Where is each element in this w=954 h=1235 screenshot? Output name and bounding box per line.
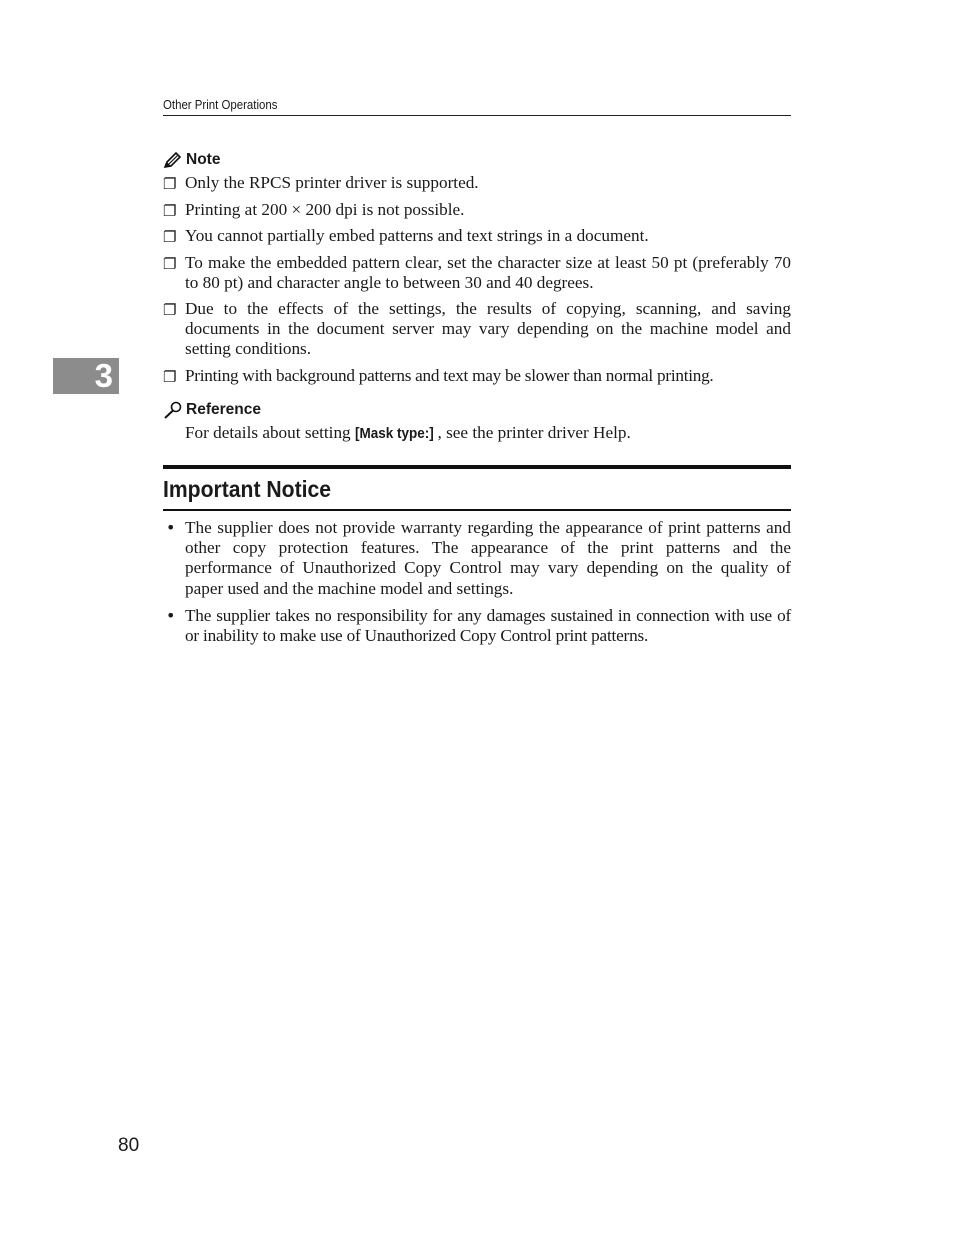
reference-text-after: , see the printer driver Help. [437, 423, 631, 442]
page-number: 80 [118, 1135, 140, 1156]
chapter-tab: 3 [53, 358, 119, 394]
note-item-text: Only the RPCS printer driver is supported. [185, 173, 479, 192]
note-item [163, 173, 791, 193]
note-item [163, 299, 791, 360]
checkbox-icon: ❐ [163, 301, 177, 319]
note-label: Note [186, 151, 221, 168]
bullet-icon: • [166, 518, 176, 537]
checkbox-icon: ❐ [163, 175, 177, 193]
checkbox-icon: ❐ [163, 228, 177, 246]
checkbox-icon: ❐ [163, 202, 177, 220]
note-item-text: Due to the effects of the settings, the results of copying, scanning, and saving documents in the document server may vary depending on the machine model and setting conditions. [185, 299, 791, 359]
note-item [163, 226, 791, 246]
note-item-text: Printing at 200 × 200 dpi is not possible. [185, 200, 465, 219]
bullet-icon: • [166, 606, 176, 625]
running-header [163, 96, 791, 116]
notice-item [163, 606, 791, 646]
note-item-text: You cannot partially embed patterns and text strings in a document. [185, 226, 649, 245]
pencil-icon [163, 152, 183, 169]
section-bottom-rule [163, 509, 791, 511]
note-item [163, 366, 791, 386]
reference-text-before: For details about setting [185, 423, 355, 442]
notice-item-text: The supplier takes no responsibility for any damages sustained in connection with use of or inability to make use of Unauthorized Copy Control print patterns. [185, 606, 791, 646]
checkbox-icon: ❐ [163, 368, 177, 386]
magnifier-icon [163, 401, 183, 419]
running-header-title: Other Print Operations [163, 97, 278, 112]
notice-item [163, 518, 791, 599]
note-item-text: Printing with background patterns and text may be slower than normal printing. [185, 366, 714, 385]
note-item-text: To make the embedded pattern clear, set the character size at least 50 pt (preferably 70 to 80 pt) and character angle to between 30 and 40 degrees. [185, 253, 791, 293]
section-heading: Important Notice [163, 476, 332, 502]
note-item [163, 200, 791, 220]
note-heading [163, 150, 220, 170]
reference-label: Reference [186, 401, 261, 418]
reference-text [185, 423, 631, 444]
note-item [163, 253, 791, 293]
notice-item-text: The supplier does not provide warranty regarding the appearance of print patterns and other copy protection features. The appearance of the print patterns and the performance of Unauthorized Copy Control may vary depending on the quality of paper used and the machine model and settings. [185, 518, 791, 598]
section-top-rule [163, 465, 791, 469]
mask-type-label: [Mask type:] [354, 425, 434, 442]
reference-heading [163, 400, 261, 420]
checkbox-icon: ❐ [163, 255, 177, 273]
